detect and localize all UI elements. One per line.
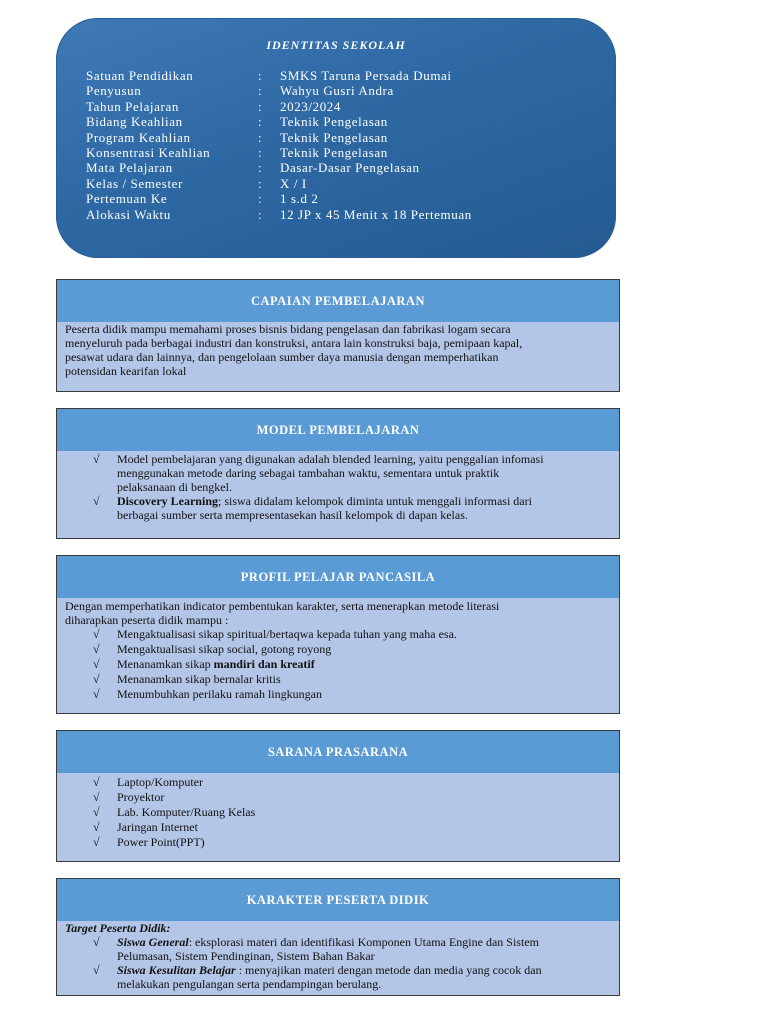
profil-item-text: Mengaktualisasi sikap spiritual/bertaqwa kepada tuhan yang maha esa. xyxy=(117,627,457,641)
identity-label: Program Keahlian xyxy=(86,129,191,145)
profil-item-text: Menumbuhkan perilaku ramah lingkungan xyxy=(117,687,322,701)
identity-colon: : xyxy=(258,114,263,130)
identity-label: Konsentrasi Keahlian xyxy=(86,144,211,160)
identity-label: Pertemuan Ke xyxy=(86,191,168,207)
karakter-item-text: : eksplorasi materi dan identifikasi Komponen Utama Engine dan Sistem xyxy=(188,935,539,949)
check-icon: √ xyxy=(93,642,100,656)
karakter-list xyxy=(65,935,611,991)
model-list xyxy=(65,452,611,522)
list-item xyxy=(87,935,611,963)
model-heading: MODEL PEMBELAJARAN xyxy=(57,409,619,451)
list-item xyxy=(87,687,611,702)
model-item-line: pelaksanaan di bengkel. xyxy=(117,480,232,494)
identity-title: IDENTITAS SEKOLAH xyxy=(266,38,406,52)
sarana-item-text: Laptop/Komputer xyxy=(117,775,203,789)
identity-value: Teknik Pengelasan xyxy=(280,144,388,160)
profil-item-text: Menanamkan sikap xyxy=(117,657,214,671)
profil-intro-line: diharapkan peserta didik mampu : xyxy=(65,613,229,627)
list-item xyxy=(87,627,611,642)
identity-row xyxy=(86,114,472,129)
identity-value: 12 JP x 45 Menit x 18 Pertemuan xyxy=(280,206,472,222)
karakter-item-bold: Siswa General xyxy=(117,935,189,949)
capaian-line: potensidan kearifan lokal xyxy=(65,364,187,378)
identity-value: Teknik Pengelasan xyxy=(280,129,388,145)
identity-label: Mata Pelajaran xyxy=(86,160,173,176)
check-icon: √ xyxy=(93,805,100,819)
model-item-line: Model pembelajaran yang digunakan adalah blended learning, yaitu penggalian infomasi xyxy=(117,452,544,466)
model-item-line: berbagai sumber serta mempresentasekan hasil kelompok di dapan kelas. xyxy=(117,508,468,522)
list-item xyxy=(87,775,611,790)
identity-colon: : xyxy=(258,68,263,83)
list-item xyxy=(87,805,611,820)
list-item xyxy=(87,820,611,835)
model-item-text: ; siswa didalam kelompok diminta untuk menggali informasi dari xyxy=(218,494,532,508)
karakter-body xyxy=(57,921,619,997)
identity-colon: : xyxy=(258,144,263,160)
identity-value: 1 s.d 2 xyxy=(280,191,319,207)
model-box xyxy=(56,408,620,539)
check-icon: √ xyxy=(93,452,100,466)
karakter-item-text: : menyajikan materi dengan metode dan media yang cocok dan xyxy=(235,963,542,977)
identity-colon: : xyxy=(258,83,263,99)
identity-row xyxy=(86,207,472,222)
sarana-heading: SARANA PRASARANA xyxy=(57,731,619,773)
check-icon: √ xyxy=(93,672,100,686)
sarana-item-text: Jaringan Internet xyxy=(117,820,198,834)
check-icon: √ xyxy=(93,835,100,849)
capaian-body xyxy=(57,322,619,384)
check-icon: √ xyxy=(93,935,100,949)
capaian-line: menyeluruh pada berbagai industri dan konstruksi, antara lain konstruksi baja, pemipaan kapal, xyxy=(65,336,523,350)
model-item-line xyxy=(117,494,611,508)
karakter-item-line: Pelumasan, Sistem Pendinginan, Sistem Bahan Bakar xyxy=(117,949,375,963)
karakter-item-bold: Siswa Kesulitan Belajar xyxy=(117,963,236,977)
identity-value: Wahyu Gusri Andra xyxy=(280,83,394,99)
sarana-list xyxy=(65,775,611,850)
list-item xyxy=(87,672,611,687)
identity-rows xyxy=(86,68,472,222)
check-icon: √ xyxy=(93,494,100,508)
identity-value: X / I xyxy=(280,175,307,191)
profil-item-text: Menanamkan sikap bernalar kritis xyxy=(117,672,281,686)
identity-colon: : xyxy=(258,175,263,191)
karakter-item-line xyxy=(117,963,611,977)
sarana-body xyxy=(57,773,619,856)
check-icon: √ xyxy=(93,790,100,804)
check-icon: √ xyxy=(93,820,100,834)
identity-row xyxy=(86,68,472,83)
check-icon: √ xyxy=(93,775,100,789)
sarana-box xyxy=(56,730,620,862)
check-icon: √ xyxy=(93,627,100,641)
identity-label: Alokasi Waktu xyxy=(86,206,171,222)
check-icon: √ xyxy=(93,687,100,701)
model-body xyxy=(57,451,619,528)
karakter-box xyxy=(56,878,620,996)
profil-list xyxy=(65,627,611,702)
list-item xyxy=(87,452,611,494)
profil-box xyxy=(56,555,620,714)
identity-row xyxy=(86,160,472,175)
identity-label: Satuan Pendidikan xyxy=(86,68,194,83)
identity-colon: : xyxy=(258,129,263,145)
discovery-learning-term: Discovery Learning xyxy=(117,494,218,508)
identity-label: Bidang Keahlian xyxy=(86,114,183,130)
list-item xyxy=(87,835,611,850)
identity-label: Tahun Pelajaran xyxy=(86,98,179,114)
identity-row xyxy=(86,191,472,206)
karakter-item-line xyxy=(117,935,611,949)
list-item xyxy=(87,642,611,657)
sarana-item-text: Proyektor xyxy=(117,790,165,804)
check-icon: √ xyxy=(93,657,100,671)
list-item xyxy=(87,963,611,991)
capaian-line: pesawat udara dan lainnya, dan pengelolaan sumber daya manusia dengan memperhatikan xyxy=(65,350,499,364)
sarana-item-text: Lab. Komputer/Ruang Kelas xyxy=(117,805,256,819)
profil-item-bold: mandiri dan kreatif xyxy=(213,657,315,671)
identity-value: SMKS Taruna Persada Dumai xyxy=(280,68,452,83)
identity-value: Dasar-Dasar Pengelasan xyxy=(280,160,420,176)
capaian-box xyxy=(56,279,620,392)
model-item-line: menggunakan metode daring sebagai tambahan waktu, sementara untuk praktik xyxy=(117,466,500,480)
identity-row xyxy=(86,145,472,160)
list-item xyxy=(87,657,611,672)
identity-value: Teknik Pengelasan xyxy=(280,114,388,130)
identity-row xyxy=(86,130,472,145)
identity-colon: : xyxy=(258,206,263,222)
list-item xyxy=(87,790,611,805)
karakter-heading: KARAKTER PESERTA DIDIK xyxy=(57,879,619,921)
list-item xyxy=(87,494,611,522)
karakter-target-label: Target Peserta Didik: xyxy=(65,921,171,935)
identity-colon: : xyxy=(258,160,263,176)
check-icon: √ xyxy=(93,963,100,977)
identity-label: Kelas / Semester xyxy=(86,175,183,191)
identity-row xyxy=(86,83,472,98)
sarana-item-text: Power Point(PPT) xyxy=(117,835,205,849)
identity-colon: : xyxy=(258,98,263,114)
profil-heading: PROFIL PELAJAR PANCASILA xyxy=(57,556,619,598)
identity-label: Penyusun xyxy=(86,83,142,99)
identity-card xyxy=(56,18,616,258)
capaian-line: Peserta didik mampu memahami proses bisnis bidang pengelasan dan fabrikasi logam secara xyxy=(65,322,511,336)
identity-colon: : xyxy=(258,191,263,207)
identity-row xyxy=(86,176,472,191)
karakter-item-line: melakukan pengulangan serta pendampingan berulang. xyxy=(117,977,382,991)
profil-item-text: Mengaktualisasi sikap social, gotong royong xyxy=(117,642,332,656)
profil-intro-line: Dengan memperhatikan indicator pembentukan karakter, serta menerapkan metode literasi xyxy=(65,599,500,613)
identity-value: 2023/2024 xyxy=(280,98,342,114)
identity-row xyxy=(86,99,472,114)
profil-body xyxy=(57,598,619,708)
capaian-heading: CAPAIAN PEMBELAJARAN xyxy=(57,280,619,322)
